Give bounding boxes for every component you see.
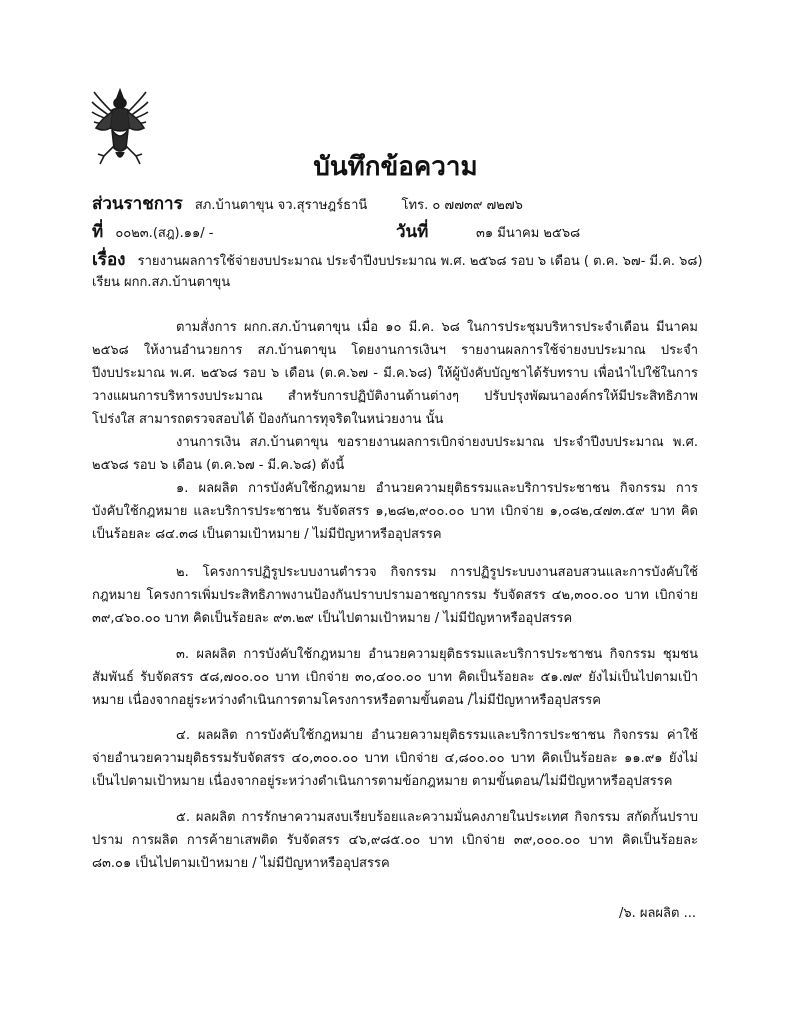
department-row — [92, 190, 523, 217]
list-item-2 — [92, 561, 698, 630]
list-item-text: ๒. โครงการปฏิรูประบบงานตำรวจ กิจกรรม การปฏิรูประบบงานสอบสวนและการบังคับใช้กฎหมาย โครงการเพิ่มประสิทธิภาพงานป้องกันปราบปรามอาชญากรรม รับจัดสรร ๔๒,๓๐๐.๐๐ บาท เบิกจ่าย ๓๙,๔๖๐.๐๐ บาท คิดเป็นร้อยละ ๙๓.๒๙ เป็นไปตามเป้าหมาย / ไม่มีปัญหาหรืออุปสรรค — [92, 565, 698, 626]
list-item-1 — [92, 477, 698, 546]
paragraph-report — [92, 431, 698, 477]
list-item-text: ๓. ผลผลิต การบังคับใช้กฎหมาย อำนวยความยุติธรรมและบริการประชาชน กิจกรรม ชุมชนสัมพันธ์ รับจัดสรร ๕๘,๗๐๐.๐๐ บาท เบิกจ่าย ๓๐,๔๐๐.๐๐ บาท คิดเป็นร้อยละ ๕๑.๗๙ ยังไม่เป็นไปตามเป้าหมาย เนื่องจากอยู่ระหว่างดำเนินการตามโครงการหรือตามขั้นตอน /ไม่มีปัญหาหรืออุปสรรค — [92, 647, 698, 708]
list-item-text: ๑. ผลผลิต การบังคับใช้กฎหมาย อำนวยความยุติธรรมและบริการประชาชน กิจกรรม การบังคับใช้กฎหมาย และบริการประชาชน รับจัดสรร ๑,๒๘๒,๙๐๐.๐๐ บาท เบิกจ่าย ๑,๐๘๒,๔๗๓.๕๙ บาท คิดเป็นร้อยละ ๘๔.๓๘ เป็นตามเป้าหมาย / ไม่มีปัญหาหรืออุปสรรค — [92, 481, 698, 542]
list-item-5 — [92, 806, 698, 875]
subject-value: รายงานผลการใช้จ่ายงบประมาณ ประจำปีงบประมาณ พ.ศ. ๒๕๖๘ รอบ ๖ เดือน ( ต.ค. ๖๗- มี.ค. ๖๘) — [137, 254, 703, 269]
list-item-text: ๕. ผลผลิต การรักษาความสงบเรียบร้อยและความมั่นคงภายในประเทศ กิจกรรม สกัดกั้นปราบปราม การผลิต การค้ายาเสพติด รับจัดสรร ๔๖,๙๘๕.๐๐ บาท เบิกจ่าย ๓๙,๐๐๐.๐๐ บาท คิดเป็นร้อยละ ๘๓.๐๑ เป็นไปตามเป้าหมาย / ไม่มีปัญหาหรืออุปสรรค — [92, 810, 698, 871]
list-item-text: ๔. ผลผลิต การบังคับใช้กฎหมาย อำนวยความยุติธรรมและบริการประชาชน กิจกรรม ค่าใช้จ่ายอำนวยความยุติธรรมรับจัดสรร ๔๐,๓๐๐.๐๐ บาท เบิกจ่าย ๔,๘๐๐.๐๐ บาท คิดเป็นร้อยละ ๑๑.๙๑ ยังไม่เป็นไปตามเป้าหมาย เนื่องจากอยู่ระหว่างดำเนินการตามข้อกฎหมาย ตามขั้นตอน/ไม่มีปัญหาหรืออุปสรรค — [92, 728, 698, 789]
document-title: บันทึกข้อความ — [313, 152, 478, 182]
phone-number: โทร. ๐ ๗๗๓๙ ๗๒๗๖ — [401, 198, 523, 213]
date-value: ๓๑ มีนาคม ๒๕๖๘ — [476, 226, 581, 241]
continuation-note: /๖. ผลผลิต ... — [618, 906, 696, 921]
reference-label: ที่ — [92, 222, 104, 242]
department-label: ส่วนราชการ — [92, 194, 183, 214]
list-item-3 — [92, 643, 698, 712]
subject-label: เรื่อง — [92, 250, 126, 270]
paragraph-text: ตามสั่งการ ผกก.สภ.บ้านตาขุน เมื่อ ๑๐ มี.ค. ๖๘ ในการประชุมบริหารประจำเดือน มีนาคม ๒๕๖๘ ให้งานอำนวยการ สภ.บ้านตาขุน โดยงานการเงินฯ รายงานผลการใช้จ่ายงบประมาณ ประจำปีงบประมาณ พ.ศ. ๒๕๖๘ รอบ ๖ เดือน (ต.ค.๖๗ - มี.ค.๖๘) ให้ผู้บังคับบัญชาได้รับทราบ เพื่อนำไปใช้ในการวางแผนการบริหารงบประมาณ สำหรับการปฏิบัติงานด้านต่างๆ ปรับปรุงพัฒนาองค์กรให้มีประสิทธิภาพ โปร่งใส สามารถตรวจสอบได้ ป้องกันการทุจริตในหน่วยงาน นั้น — [92, 320, 698, 427]
paragraph-text: งานการเงิน สภ.บ้านตาขุน ขอรายงานผลการเบิกจ่ายงบประมาณ ประจำปีงบประมาณ พ.ศ. ๒๕๖๘ รอบ ๖ เดือน (ต.ค.๖๗ - มี.ค.๖๘) ดังนี้ — [92, 435, 698, 473]
reference-row — [92, 218, 213, 245]
addressee-line: เรียน ผกก.สภ.บ้านตาขุน — [92, 275, 231, 290]
reference-value: ๐๐๒๓.(สฎ).๑๑/ - — [115, 226, 214, 241]
subject-row — [92, 246, 703, 273]
paragraph-intro — [92, 316, 698, 431]
date-label: วันที่ — [396, 222, 429, 242]
department-value: สภ.บ้านตาขุน จว.สุราษฎร์ธานี — [194, 198, 368, 213]
list-item-4 — [92, 724, 698, 793]
